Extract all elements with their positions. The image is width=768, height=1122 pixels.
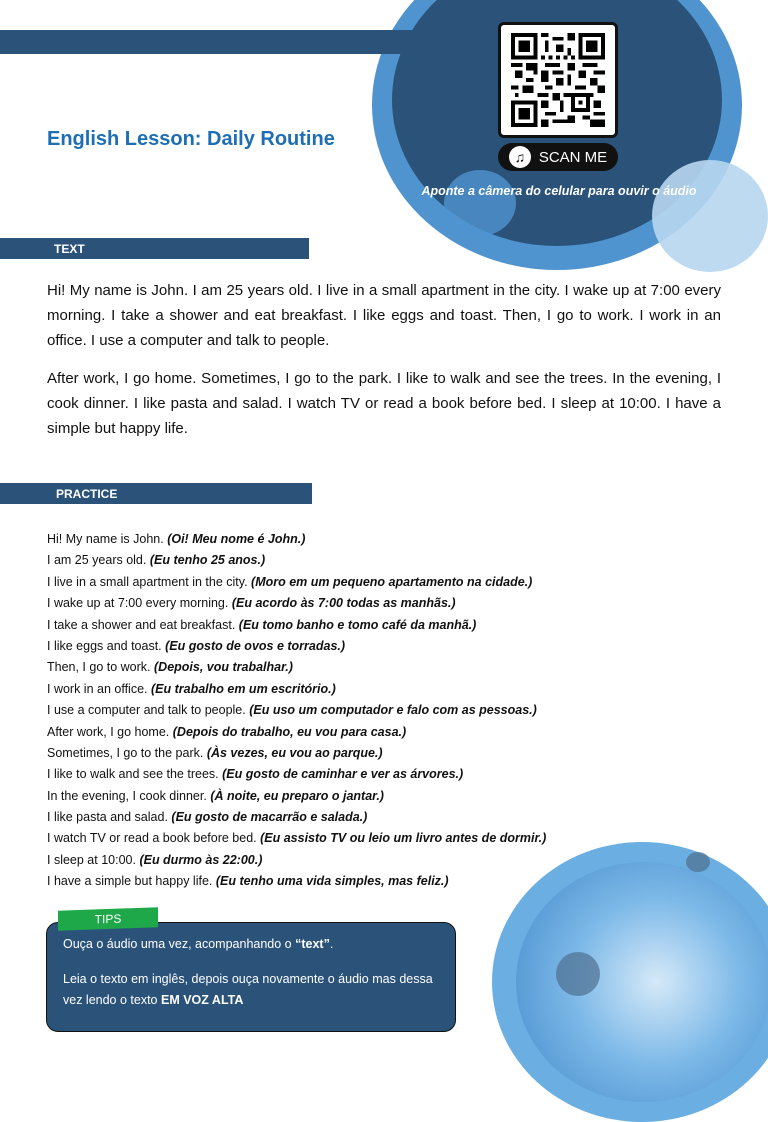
practice-line xyxy=(47,722,727,743)
practice-line xyxy=(47,786,727,807)
decor-circle-small-blue xyxy=(444,170,516,236)
section-header-text xyxy=(0,238,309,259)
practice-translation: (Eu assisto TV ou leio um livro antes de dormir.) xyxy=(260,831,547,846)
text-paragraph-2: After work, I go home. Sometimes, I go to the park. I like to walk and see the trees. In the evening, I cook dinner. I like pasta and salad. I watch TV or read a book before bed. I sleep at 10:00. I have a simple but happy life. xyxy=(47,370,721,437)
practice-english: I take a shower and eat breakfast. xyxy=(47,617,236,632)
practice-translation: (Eu gosto de caminhar e ver as árvores.) xyxy=(222,767,464,782)
practice-english: Then, I go to work. xyxy=(47,660,151,675)
decor-dot-bottom-left xyxy=(556,952,600,996)
page-title: English Lesson: Daily Routine xyxy=(47,128,335,150)
practice-english: I use a computer and talk to people. xyxy=(47,703,246,718)
practice-translation: (Às vezes, eu vou ao parque.) xyxy=(206,745,383,760)
practice-english: Hi! My name is John. xyxy=(47,532,164,546)
tips-box xyxy=(46,922,456,1032)
decor-circle-pale-right xyxy=(652,160,768,272)
practice-line xyxy=(47,850,727,871)
qr-code-icon xyxy=(511,33,605,127)
scan-me-button[interactable] xyxy=(498,143,618,171)
tip-1-bold: “text” xyxy=(295,937,330,951)
practice-translation: (Eu uso um computador e falo com as pessoas.) xyxy=(249,703,537,718)
practice-translation: (Eu trabalho em um escritório.) xyxy=(151,681,336,696)
tip-2-text: Leia o texto em inglês, depois ouça novamente o áudio mas dessa vez lendo o texto xyxy=(63,972,433,1007)
practice-translation: (Oi! Meu nome é John.) xyxy=(167,532,306,546)
practice-english: I am 25 years old. xyxy=(47,553,147,568)
practice-line xyxy=(47,807,727,828)
practice-line xyxy=(47,828,727,849)
practice-translation: (Moro em um pequeno apartamento na cidade.) xyxy=(251,574,533,589)
practice-line xyxy=(47,679,727,700)
practice-line xyxy=(47,572,727,593)
practice-english: I wake up at 7:00 every morning. xyxy=(47,596,229,611)
header-bar xyxy=(0,30,440,54)
decor-circle-bottom-inner xyxy=(516,862,768,1102)
practice-translation: (Eu gosto de ovos e torradas.) xyxy=(165,638,346,653)
practice-translation: (Eu tenho 25 anos.) xyxy=(149,553,266,568)
practice-english: I like pasta and salad. xyxy=(47,810,168,825)
practice-translation: (Eu tenho uma vida simples, mas feliz.) xyxy=(215,874,449,889)
practice-line xyxy=(47,529,727,550)
practice-translation: (Eu tomo banho e tomo café da manhã.) xyxy=(238,617,477,632)
practice-english: I watch TV or read a book before bed. xyxy=(47,831,257,846)
practice-english: I have a simple but happy life. xyxy=(47,874,213,889)
practice-english: After work, I go home. xyxy=(47,724,170,739)
practice-translation: (Eu gosto de macarrão e salada.) xyxy=(171,810,368,825)
practice-english: In the evening, I cook dinner. xyxy=(47,788,207,803)
practice-translation: (Depois, vou trabalhar.) xyxy=(154,660,293,675)
practice-english: I live in a small apartment in the city. xyxy=(47,574,248,589)
practice-english: I like to walk and see the trees. xyxy=(47,767,219,782)
tip-1 xyxy=(63,937,333,951)
practice-line xyxy=(47,764,727,785)
practice-line xyxy=(47,700,727,721)
practice-line xyxy=(47,657,727,678)
practice-translation: (À noite, eu preparo o jantar.) xyxy=(210,788,384,803)
practice-translation: (Eu acordo às 7:00 todas as manhãs.) xyxy=(231,596,456,611)
practice-line xyxy=(47,743,727,764)
practice-list xyxy=(47,529,727,893)
practice-translation: (Depois do trabalho, eu vou para casa.) xyxy=(172,724,407,739)
tips-label: TIPS xyxy=(94,911,122,927)
scan-me-label: SCAN ME xyxy=(538,148,608,166)
practice-english: I like eggs and toast. xyxy=(47,638,162,653)
practice-translation: (Eu durmo às 22:00.) xyxy=(139,852,263,867)
scan-caption: Aponte a câmera do celular para ouvir o áudio xyxy=(421,184,697,198)
tip-1-end: . xyxy=(329,937,334,951)
tip-2-bold: EM VOZ ALTA xyxy=(160,993,244,1007)
practice-line xyxy=(47,593,727,614)
practice-line xyxy=(47,550,727,571)
section-label-text: TEXT xyxy=(54,241,85,256)
practice-english: I work in an office. xyxy=(47,681,148,696)
practice-line xyxy=(47,636,727,657)
text-paragraph-1: Hi! My name is John. I am 25 years old. I live in a small apartment in the city. I wake up at 7:00 every morning. I take a shower and eat breakfast. I like eggs and toast. Then, I go to work. I work in an office. I use a computer and talk to people. xyxy=(47,282,721,349)
practice-line xyxy=(47,615,727,636)
section-label-practice: PRACTICE xyxy=(56,486,118,501)
qr-code[interactable] xyxy=(498,22,618,138)
practice-line xyxy=(47,871,727,892)
tip-2 xyxy=(63,969,443,1011)
practice-english: I sleep at 10:00. xyxy=(47,852,136,867)
tip-1-text: Ouça o áudio uma vez, acompanhando o xyxy=(63,937,296,951)
tips-tag xyxy=(58,907,158,930)
practice-english: Sometimes, I go to the park. xyxy=(47,745,204,760)
section-header-practice xyxy=(0,483,312,504)
music-note-icon: ♫ xyxy=(509,146,531,168)
